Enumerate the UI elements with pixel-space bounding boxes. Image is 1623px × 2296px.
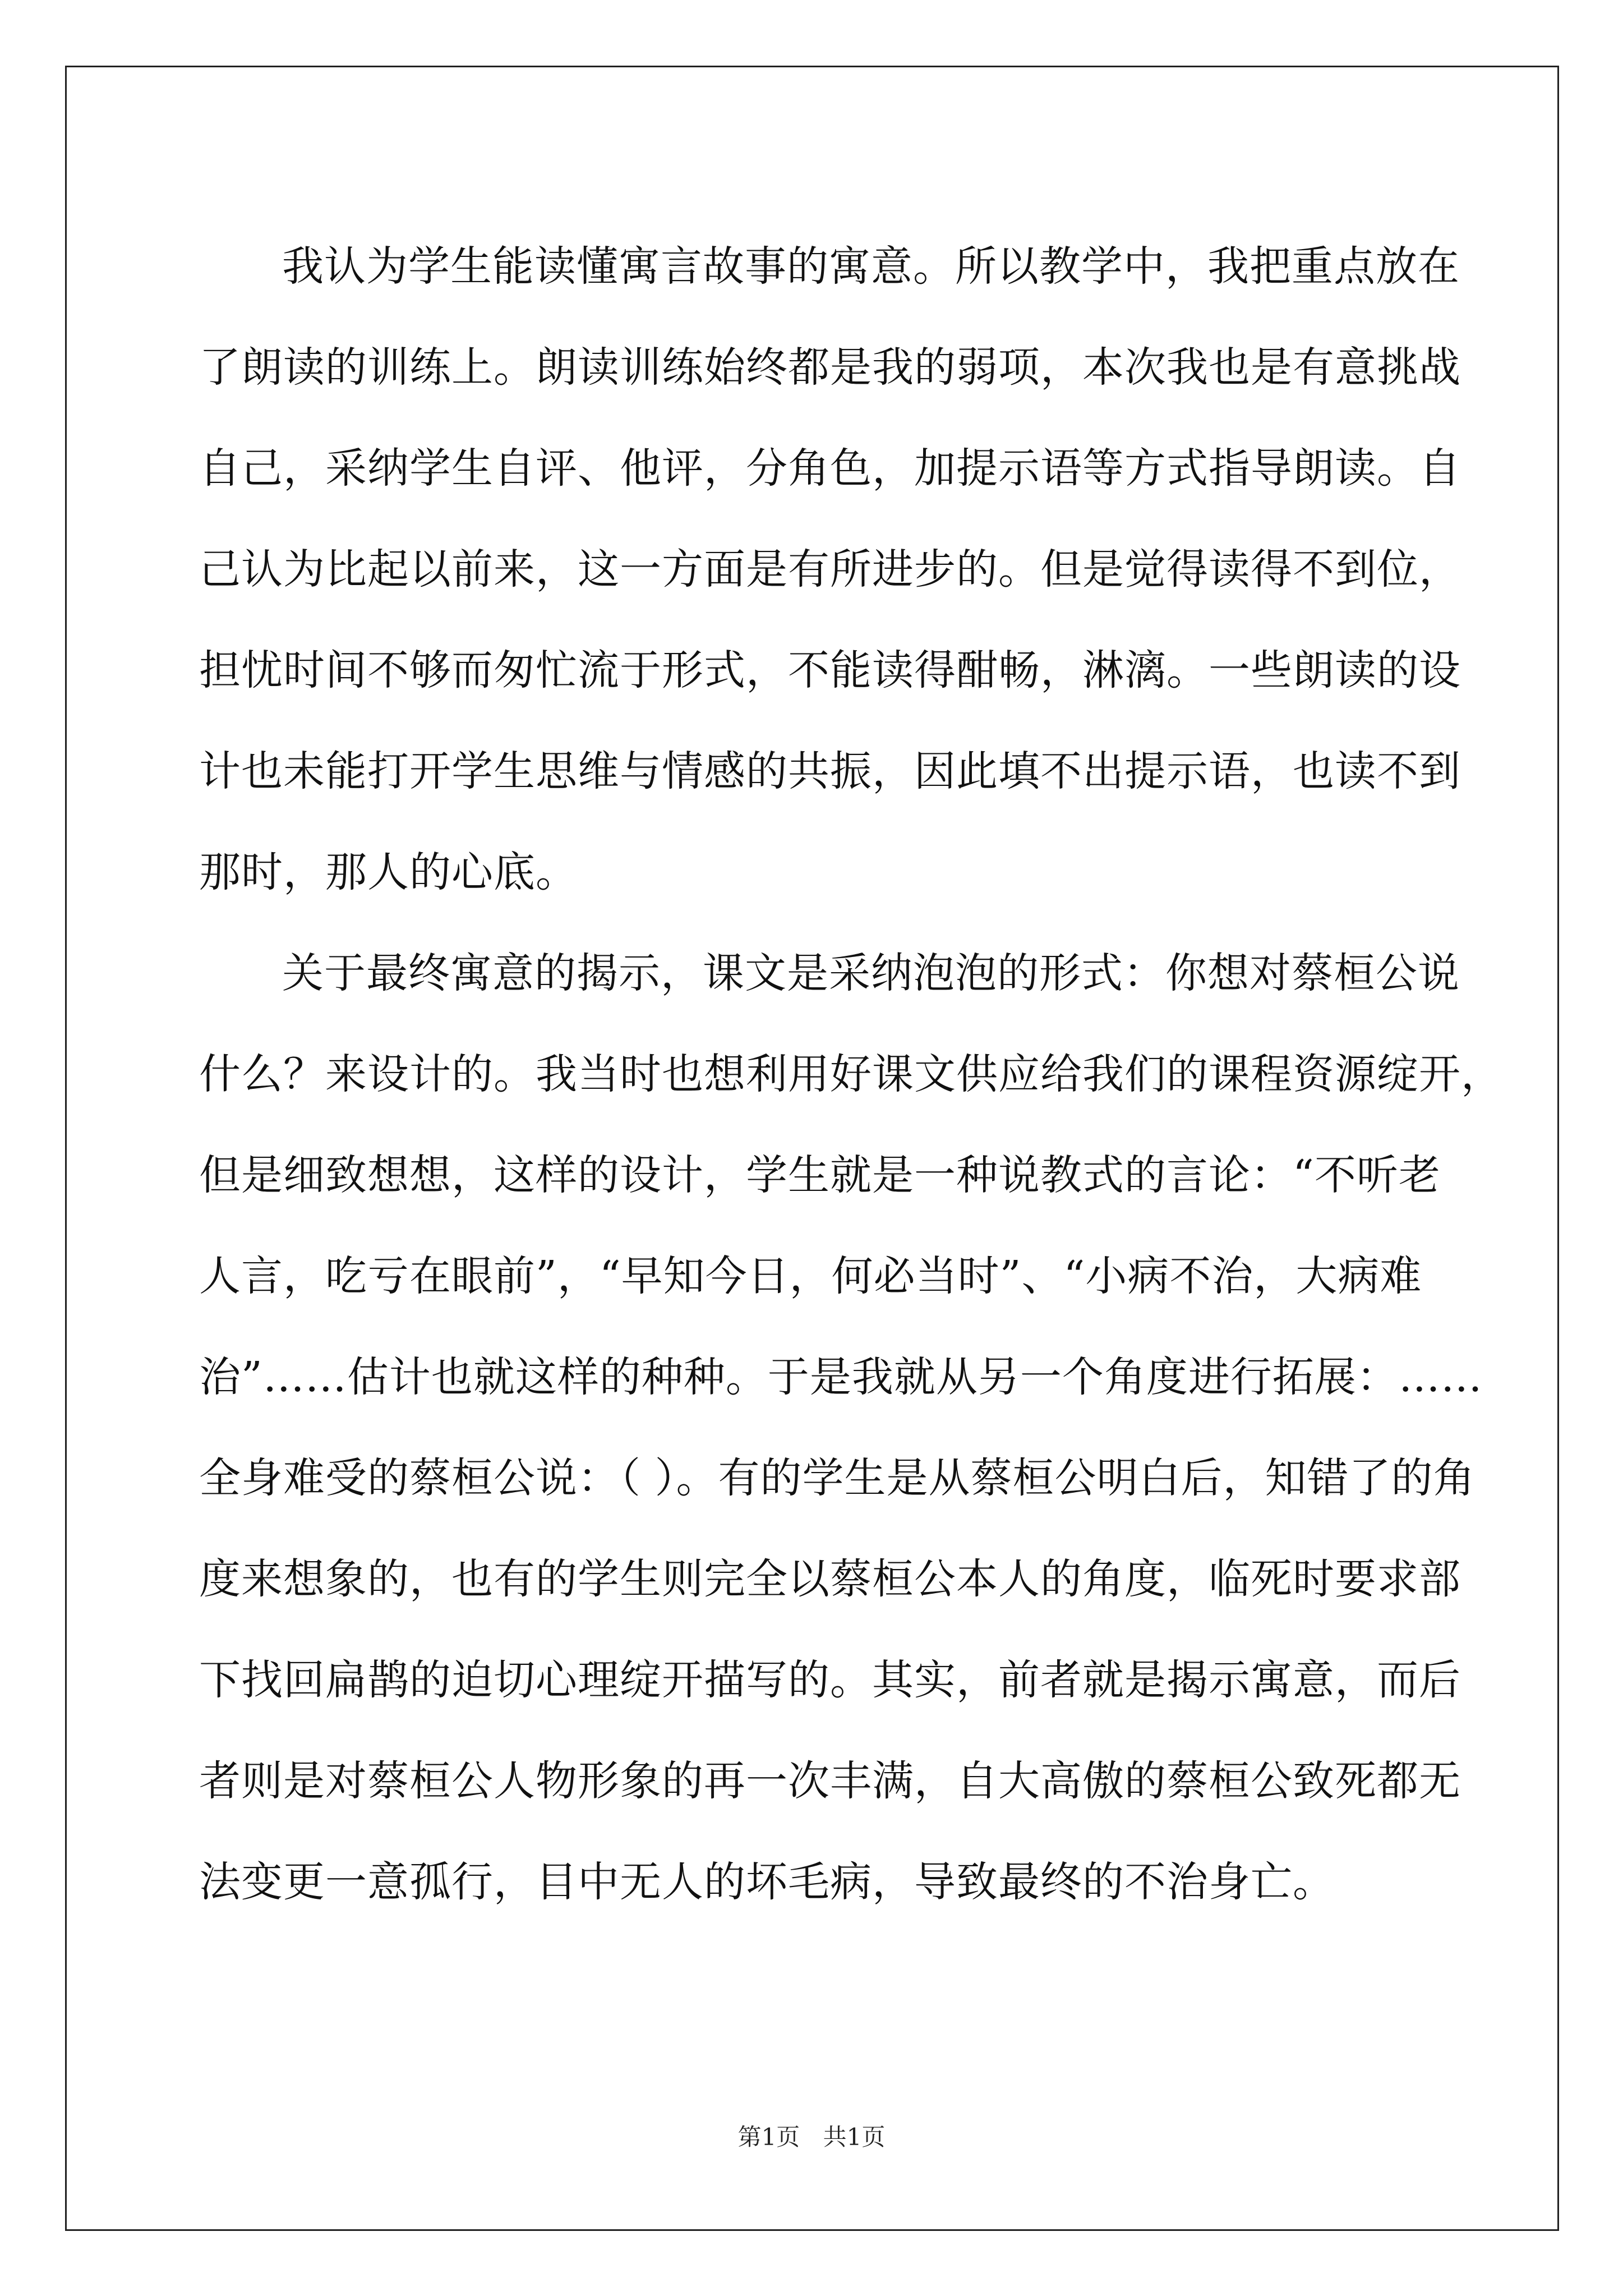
text-line: 什么？来设计的。我当时也想利用好课文供应给我们的课程资源绽开， (199, 1050, 1503, 1098)
paragraph-2 (199, 923, 1503, 1932)
text-line: 全身难受的蔡桓公说：（ ）。有的学生是从蔡桓公明白后，知错了的角 (199, 1454, 1476, 1502)
document-body (199, 216, 1503, 1932)
paragraph-1 (199, 216, 1461, 923)
text-line: 但是细致想想，这样的设计，学生就是一种说教式的言论：“不听老 (199, 1151, 1441, 1199)
text-line: 了朗读的训练上。朗读训练始终都是我的弱项，本次我也是有意挑战 (199, 343, 1461, 392)
text-line: 己认为比起以前来，这一方面是有所进步的。但是觉得读得不到位， (199, 545, 1461, 593)
text-line: 计也未能打开学生思维与情感的共振，因此填不出提示语，也读不到 (199, 747, 1461, 795)
text-line: 下找回扁鹊的迫切心理绽开描写的。其实，前者就是揭示寓意，而后 (199, 1656, 1461, 1704)
text-line: 关于最终寓意的揭示，课文是采纳泡泡的形式：你想对蔡桓公说 (282, 949, 1460, 997)
text-line: 度来想象的，也有的学生则完全以蔡桓公本人的角度，临死时要求部 (199, 1555, 1461, 1603)
text-line: 法变更一意孤行，目中无人的坏毛病，导致最终的不治身亡。 (199, 1858, 1335, 1906)
text-line: 担忧时间不够而匆忙流于形式，不能读得酣畅，淋漓。一些朗读的设 (199, 646, 1461, 694)
text-line: 人言，吃亏在眼前”，“早知今日，何必当时”、“小病不治，大病难 (199, 1252, 1422, 1300)
text-line: 我认为学生能读懂寓言故事的寓意。所以教学中，我把重点放在 (282, 242, 1460, 291)
text-line: 治”……估计也就这样的种种。于是我就从另一个角度进行拓展：…… (199, 1353, 1483, 1401)
text-line: 那时，那人的心底。 (199, 848, 578, 896)
page-footer (0, 2120, 1623, 2154)
page-number-current: 第1页 (737, 2123, 800, 2151)
page-number-total: 共1页 (823, 2123, 886, 2151)
text-line: 者则是对蔡桓公人物形象的再一次丰满，自大高傲的蔡桓公致死都无 (199, 1757, 1461, 1805)
text-line: 自己，采纳学生自评、他评，分角色，加提示语等方式指导朗读。自 (199, 444, 1461, 493)
